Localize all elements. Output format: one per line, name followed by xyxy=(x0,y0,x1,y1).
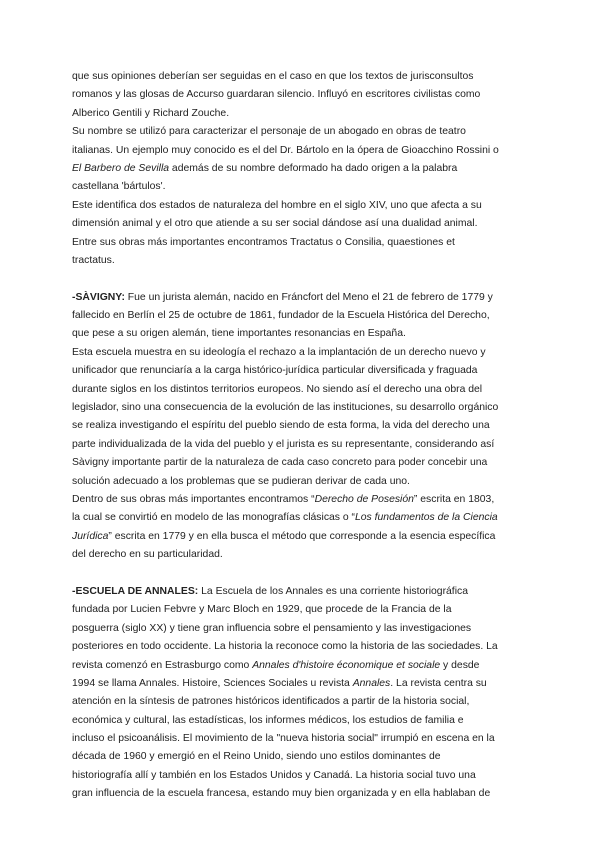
text-line xyxy=(72,509,532,527)
text-line: dimensión animal y el otro que atiende a su ser social dándose así una dualidad animal. xyxy=(72,218,478,230)
text-run: la cual se convirtió en modelo de las monografías clásicas o “ xyxy=(72,512,355,524)
text-line: Sàvigny importante partir de la naturaleza de cada caso concreto para poder concebir una xyxy=(72,457,488,469)
document-page xyxy=(72,68,532,804)
text-line xyxy=(72,289,532,307)
text-line: fundada por Lucien Febvre y Marc Bloch en 1929, que procede de la Francia de la xyxy=(72,604,452,616)
text-line xyxy=(72,657,532,675)
italic-title: Jurídica xyxy=(72,530,109,542)
text-line: durante siglos en los distintos territorios europeos. No siendo así el derecho una obra del xyxy=(72,383,483,395)
italic-title: Derecho de Posesión xyxy=(314,493,414,505)
text-line: castellana 'bártulos'. xyxy=(72,181,166,193)
text-line: italianas. Un ejemplo muy conocido es el del Dr. Bártolo en la ópera de Gioacchino Rossini o xyxy=(72,144,499,156)
text-line: Esta escuela muestra en su ideología el rechazo a la implantación de un derecho nuevo y xyxy=(72,346,486,358)
text-line: Este identifica dos estados de naturaleza del hombre en el siglo XIV, uno que afecta a su xyxy=(72,199,482,211)
text-line xyxy=(72,160,532,178)
text-line: posteriores en todo occidente. La historia la reconoce como la historia de las sociedades. La xyxy=(72,641,498,653)
paragraph-gap xyxy=(72,565,532,583)
text-line: solución adecuado a los problemas que se pudieran derivar de cada uno. xyxy=(72,475,410,487)
text-line xyxy=(72,675,532,693)
text-line: historiografía allí y también en los Estados Unidos y Canadá. La historia social tuvo una xyxy=(72,769,476,781)
text-line: fallecido en Berlín el 25 de octubre de 1861, fundador de la Escuela Histórica del Derecho, xyxy=(72,310,490,322)
paragraph-bartolo xyxy=(72,68,532,270)
text-line: se realiza investigando el espíritu del pueblo siendo de esta forma, la vida del derecho una xyxy=(72,420,490,432)
text-line: que sus opiniones deberían ser seguidas en el caso en que los textos de jurisconsultos xyxy=(72,71,474,82)
text-run: revista comenzó en Estrasburgo como xyxy=(72,659,253,671)
text-run: Fue un jurista alemán, nacido en Fráncfort del Meno el 21 de febrero de 1779 y xyxy=(124,291,493,303)
text-run: . La revista centra su xyxy=(390,677,487,689)
text-run: La Escuela de los Annales es una corriente historiográfica xyxy=(198,585,468,597)
text-run: 1994 se llama Annales. Histoire, Sciences Sociales u revista xyxy=(72,677,353,689)
text-line: que pese a su origen alemán, tiene importantes resonancias en España. xyxy=(72,328,406,340)
text-line: década de 1960 y emergió en el Reino Unido, siendo uno estilos dominantes de xyxy=(72,751,441,763)
paragraph-gap xyxy=(72,270,532,288)
text-run: ” escrita en 1779 y en ella busca el método que corresponde a la esencia específica xyxy=(108,530,496,542)
text-line: Entre sus obras más importantes encontramos Tractatus o Consilia, quaestiones et xyxy=(72,236,455,248)
italic-title: El Barbero de Sevilla xyxy=(72,162,170,174)
text-line: posguerra (siglo XX) y tiene gran influencia sobre el pensamiento y las investigaciones xyxy=(72,622,472,634)
paragraph-savigny xyxy=(72,289,532,565)
text-line: Alberico Gentili y Richard Zouche. xyxy=(72,107,230,119)
text-line: Su nombre se utilizó para caracterizar el personaje de un abogado en obras de teatro xyxy=(72,126,466,138)
text-line: gran influencia de la escuela francesa, estando muy bien organizada y en ella hablaban de xyxy=(72,788,491,800)
text-line: parte individualizada de la vida del pueblo y el jurista es su representante, considerando así xyxy=(72,438,495,450)
text-line: tractatus. xyxy=(72,254,115,266)
text-line xyxy=(72,583,532,601)
text-line: económica y cultural, las estadísticas, los informes médicos, los estudios de familia e xyxy=(72,714,464,726)
text-line: atención en la síntesis de patrones históricos identificados a partir de la historia social, xyxy=(72,696,470,708)
text-line: del derecho en su particularidad. xyxy=(72,549,223,561)
text-line xyxy=(72,528,532,546)
section-heading: -SÀVIGNY: xyxy=(72,291,125,303)
paragraph-annales xyxy=(72,583,532,804)
text-line: legislador, sino una consecuencia de la evolución de las instituciones, su desarrollo orgánico xyxy=(72,402,499,414)
text-line xyxy=(72,491,532,509)
italic-title: Los fundamentos de la Ciencia xyxy=(355,512,498,524)
text-line: unificador que renunciaría a la carga histórico-jurídica particular diversificada y fraguada xyxy=(72,365,478,377)
italic-title: Annales d'histoire économique et sociale xyxy=(252,659,441,671)
text-run: y desde xyxy=(440,659,480,671)
text-line: romanos y las glosas de Accurso guardaran silencio. Influyó en escritores civilistas como xyxy=(72,89,481,101)
text-run: además de su nombre deformado ha dado origen a la palabra xyxy=(169,162,458,174)
italic-title: Annales xyxy=(352,677,391,689)
text-line: incluso el psicoanálisis. El movimiento de la "nueva historia social" irrumpió en escena en la xyxy=(72,733,495,745)
section-heading: -ESCUELA DE ANNALES: xyxy=(72,585,199,597)
text-run: Dentro de sus obras más importantes encontramos “ xyxy=(72,493,315,505)
text-run: ” escrita en 1803, xyxy=(413,493,495,505)
